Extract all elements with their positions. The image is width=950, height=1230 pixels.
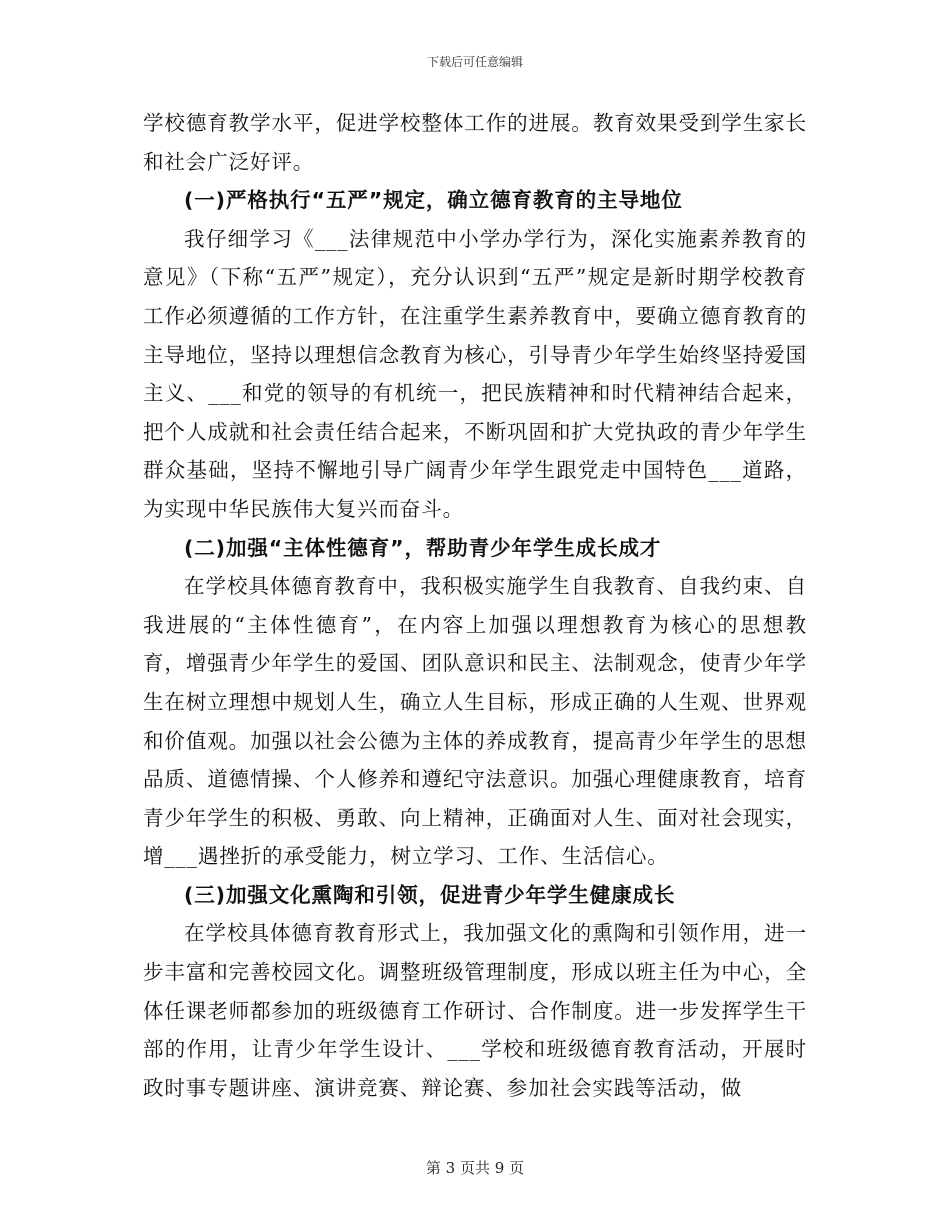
paragraph-3: 在学校具体德育教育形式上，我加强文化的熏陶和引领作用，进一步丰富和完善校园文化。调整班级管理制度，形成以班主任为中心，全体任课老师都参加的班级德育工作研讨、合作制度。进一步发挥学生干部的作用，让青少年学生设计、___学校和班级德育教育活动，开展时政时事专题讲座、演讲竞赛、辩论赛、参加社会实践等活动，做 bbox=[143, 921, 807, 1100]
section-heading-1: (一)严格执行“五严”规定，确立德育教育的主导地位 bbox=[184, 188, 683, 213]
page-header-note: 下载后可任意编辑 bbox=[426, 55, 523, 69]
paragraph-2: 在学校具体德育教育中，我积极实施学生自我教育、自我约束、自我进展的“主体性德育”，在内容上加强以理想教育为核心的思想教育，增强青少年学生的爱国、团队意识和民主、法制观念，使青少年学生在树立理想中规划人生，确立人生目标，形成正确的人生观、世界观和价值观。加强以社会公德为主体的养成教育，提高青少年学生的思想品质、道德情操、个人修养和遵纪守法意识。加强心理健康教育，培育青少年学生的积极、勇敢、向上精神，正确面对人生、面对社会现实，增___遇挫折的承受能力，树立学习、工作、生活信心。 bbox=[143, 574, 807, 869]
paragraph-continued: 学校德育教学水平，促进学校整体工作的进展。教育效果受到学生家长和社会广泛好评。 bbox=[143, 111, 807, 174]
section-heading-3: (三)加强文化熏陶和引领，促进青少年学生健康成长 bbox=[184, 882, 676, 907]
page-number: 第 3 页共 9 页 bbox=[425, 1159, 525, 1177]
paragraph-1: 我仔细学习《___法律规范中小学办学行为，深化实施素养教育的意见》（下称“五严”规定），充分认识到“五严”规定是新时期学校教育工作必须遵循的工作方针，在注重学生素养教育中，要确立德育教育的主导地位，坚持以理想信念教育为核心，引导青少年学生始终坚持爱国主义、___和党的领导的有机统一，把民族精神和时代精神结合起来，把个人成就和社会责任结合起来，不断巩固和扩大党执政的青少年学生群众基础，坚持不懈地引导广阔青少年学生跟党走中国特色___道路，为实现中华民族伟大复兴而奋斗。 bbox=[143, 226, 807, 521]
document-body bbox=[143, 104, 807, 1107]
section-heading-2: (二)加强“主体性德育”，帮助青少年学生成长成才 bbox=[184, 535, 662, 560]
